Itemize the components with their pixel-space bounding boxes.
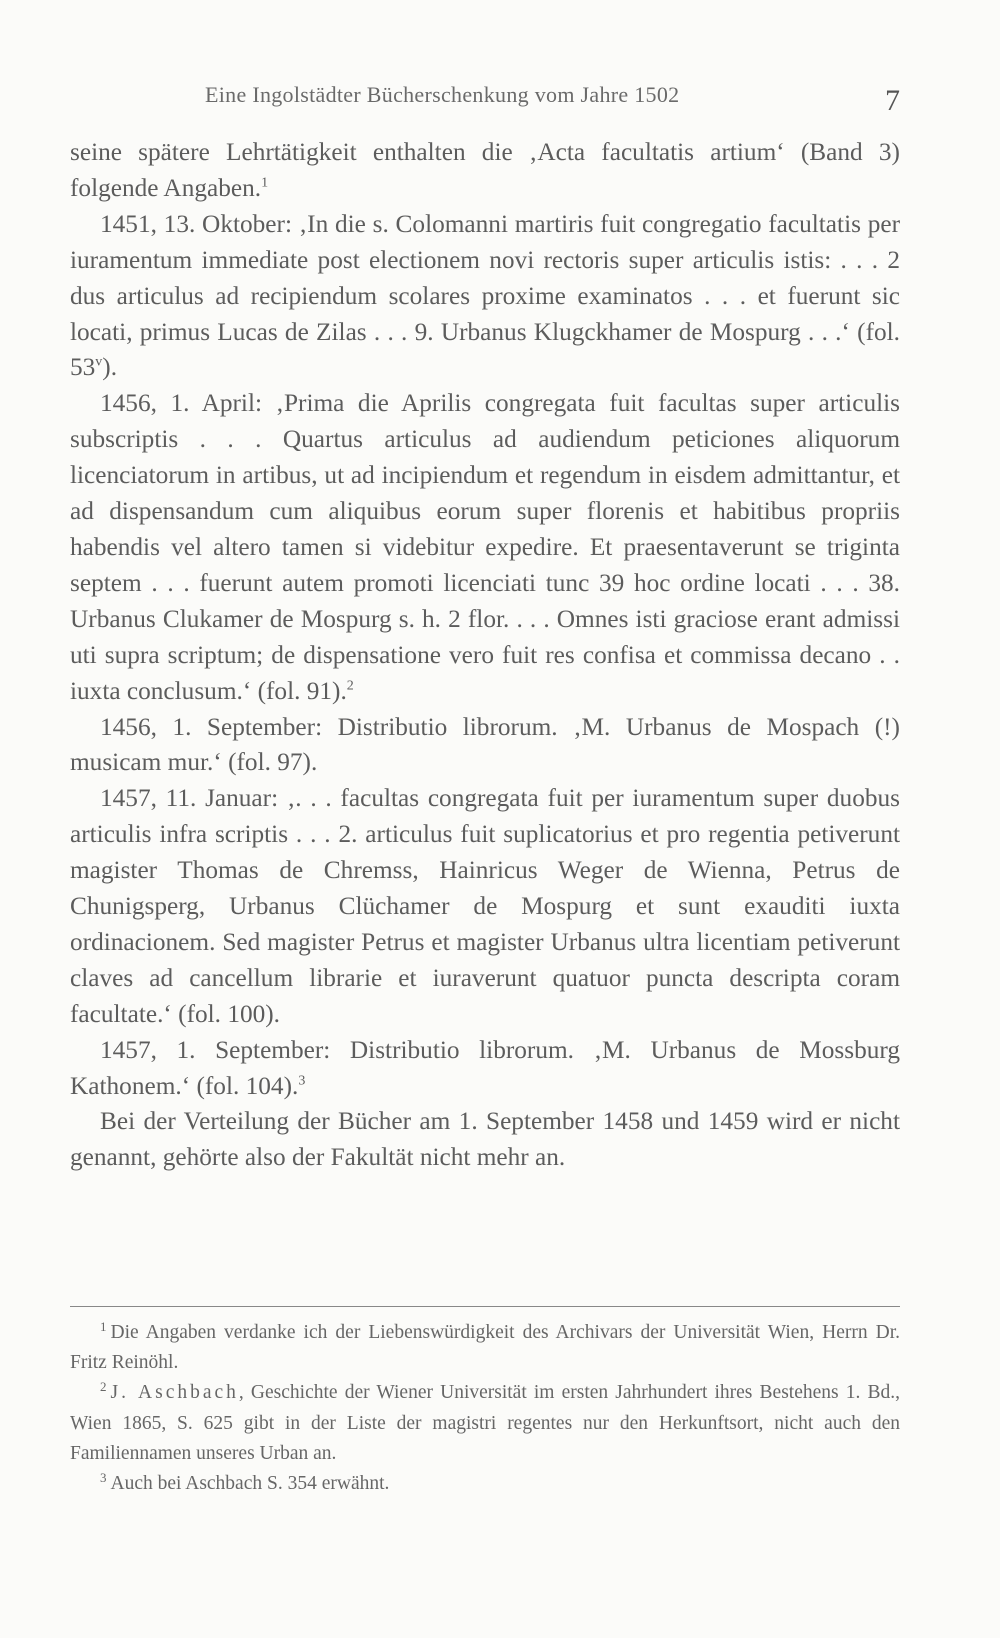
folio-verso-mark: v (95, 355, 103, 371)
footnote-2-author: J. Aschbach (110, 1382, 239, 1404)
footnotes (70, 1318, 900, 1499)
paragraph-1451 (70, 207, 900, 387)
paragraph-1456-april (70, 386, 900, 709)
footnote-2-mark: 2 (100, 1378, 107, 1394)
paragraph-1457-september (70, 1033, 900, 1105)
paragraph-1456-september-text: 1456, 1. September: Distributio librorum. ‚M. Urbanus de Mospach (!) musicam mur.‘ (fol. 97). (70, 712, 900, 777)
footnote-3-text: Auch bei Aschbach S. 354 erwähnt. (110, 1473, 390, 1495)
paragraph-intro (70, 135, 900, 207)
paragraph-1456-april-text: 1456, 1. April: ‚Prima die Aprilis congregata fuit facultas super articulis subscriptis . . . Quartus articulus ad audiendum peticiones aliquorum licenciatorum in artibus, ut ad incipiendum et regendum in eisdem admittantur, et ad dispensandum cum aliquibus eorum super florenis et habitibus propriis habendis vel altero tamen si videbitur expedire. Et praesentaverunt se triginta septem . . . fuerunt autem promoti licenciati tunc 39 hoc ordine locati . . . 38. Urbanus Clukamer de Mospurg s. h. 2 flor. . . . Omnes isti graciose erant admissi uti supra scriptum; de dispensatione vero fuit res confisa et commissa decano . . iuxta conclusum.‘ (fol. 91). (70, 389, 900, 705)
footnote-ref-2[interactable]: 2 (346, 678, 354, 694)
paragraph-1456-september (70, 710, 900, 782)
footnote-2 (70, 1378, 900, 1469)
paragraph-closing-text: Bei der Verteilung der Bücher am 1. September 1458 und 1459 wird er nicht genannt, gehörte also der Fakultät nicht mehr an. (70, 1107, 900, 1172)
paragraph-closing (70, 1104, 900, 1176)
paragraph-1457-september-text: 1457, 1. September: Distributio librorum. ‚M. Urbanus de Mossburg Kathonem.‘ (fol. 104). (70, 1035, 900, 1100)
body-text (70, 135, 900, 1176)
page-number: 7 (885, 84, 900, 117)
footnote-1-mark: 1 (100, 1318, 107, 1334)
footnote-1-text: Die Angaben verdanke ich der Liebenswürdigkeit des Archivars der Universität Wien, Herrn Dr. Fritz Reinöhl. (70, 1322, 900, 1374)
footnote-ref-1[interactable]: 1 (261, 175, 269, 191)
footnote-3 (70, 1469, 900, 1499)
paragraph-1451-text: 1451, 13. Oktober: ‚In die s. Colomanni martiris fuit congregatio facultatis per iuramentum immediate post electionem novi rectoris super articulis istis: . . . 2 dus articulus ad recipiendum scolares proxime examinatos . . . et fuerunt sic locati, primus Lucas de Zilas . . . 9. Urbanus Klugckhamer de Mospurg . . .‘ (fol. 53 (70, 209, 900, 382)
paragraph-1457-januar (70, 781, 900, 1032)
footnote-1 (70, 1318, 900, 1378)
footnote-3-mark: 3 (100, 1469, 107, 1485)
footnote-2-text: , Geschichte der Wiener Universität im ersten Jahrhundert ihres Bestehens 1. Bd., Wien 1865, S. 625 gibt in der Liste der magistri regentes nur den Herkunftsort, nicht auch den Familiennamen unseres Urban an. (70, 1382, 901, 1464)
paragraph-intro-text: seine spätere Lehrtätigkeit enthalten die ‚Acta facultatis artium‘ (Band 3) folgende Angaben. (70, 138, 900, 202)
running-title: Eine Ingolstädter Bücherschenkung vom Jahre 1502 (205, 82, 680, 107)
footnote-ref-3[interactable]: 3 (298, 1073, 306, 1089)
footnote-divider (70, 1306, 900, 1307)
paragraph-1451-end: ). (102, 353, 118, 382)
paragraph-1457-januar-text: 1457, 11. Januar: ‚. . . facultas congregata fuit per iuramentum super duobus articulis infra scriptis . . . 2. articulus fuit suplicatorius et pro regentia petiverunt magister Thomas de Chremss, Hainricus Weger de Wienna, Petrus de Chunigsperg, Urbanus Clüchamer de Mospurg et sunt exauditi iuxta ordinacionem. Sed magister Petrus et magister Urbanus ultra licentiam petiverunt claves ad cancellum librarie et iuraverunt quatuor puncta descripta coram facultate.‘ (fol. 100). (70, 784, 900, 1028)
